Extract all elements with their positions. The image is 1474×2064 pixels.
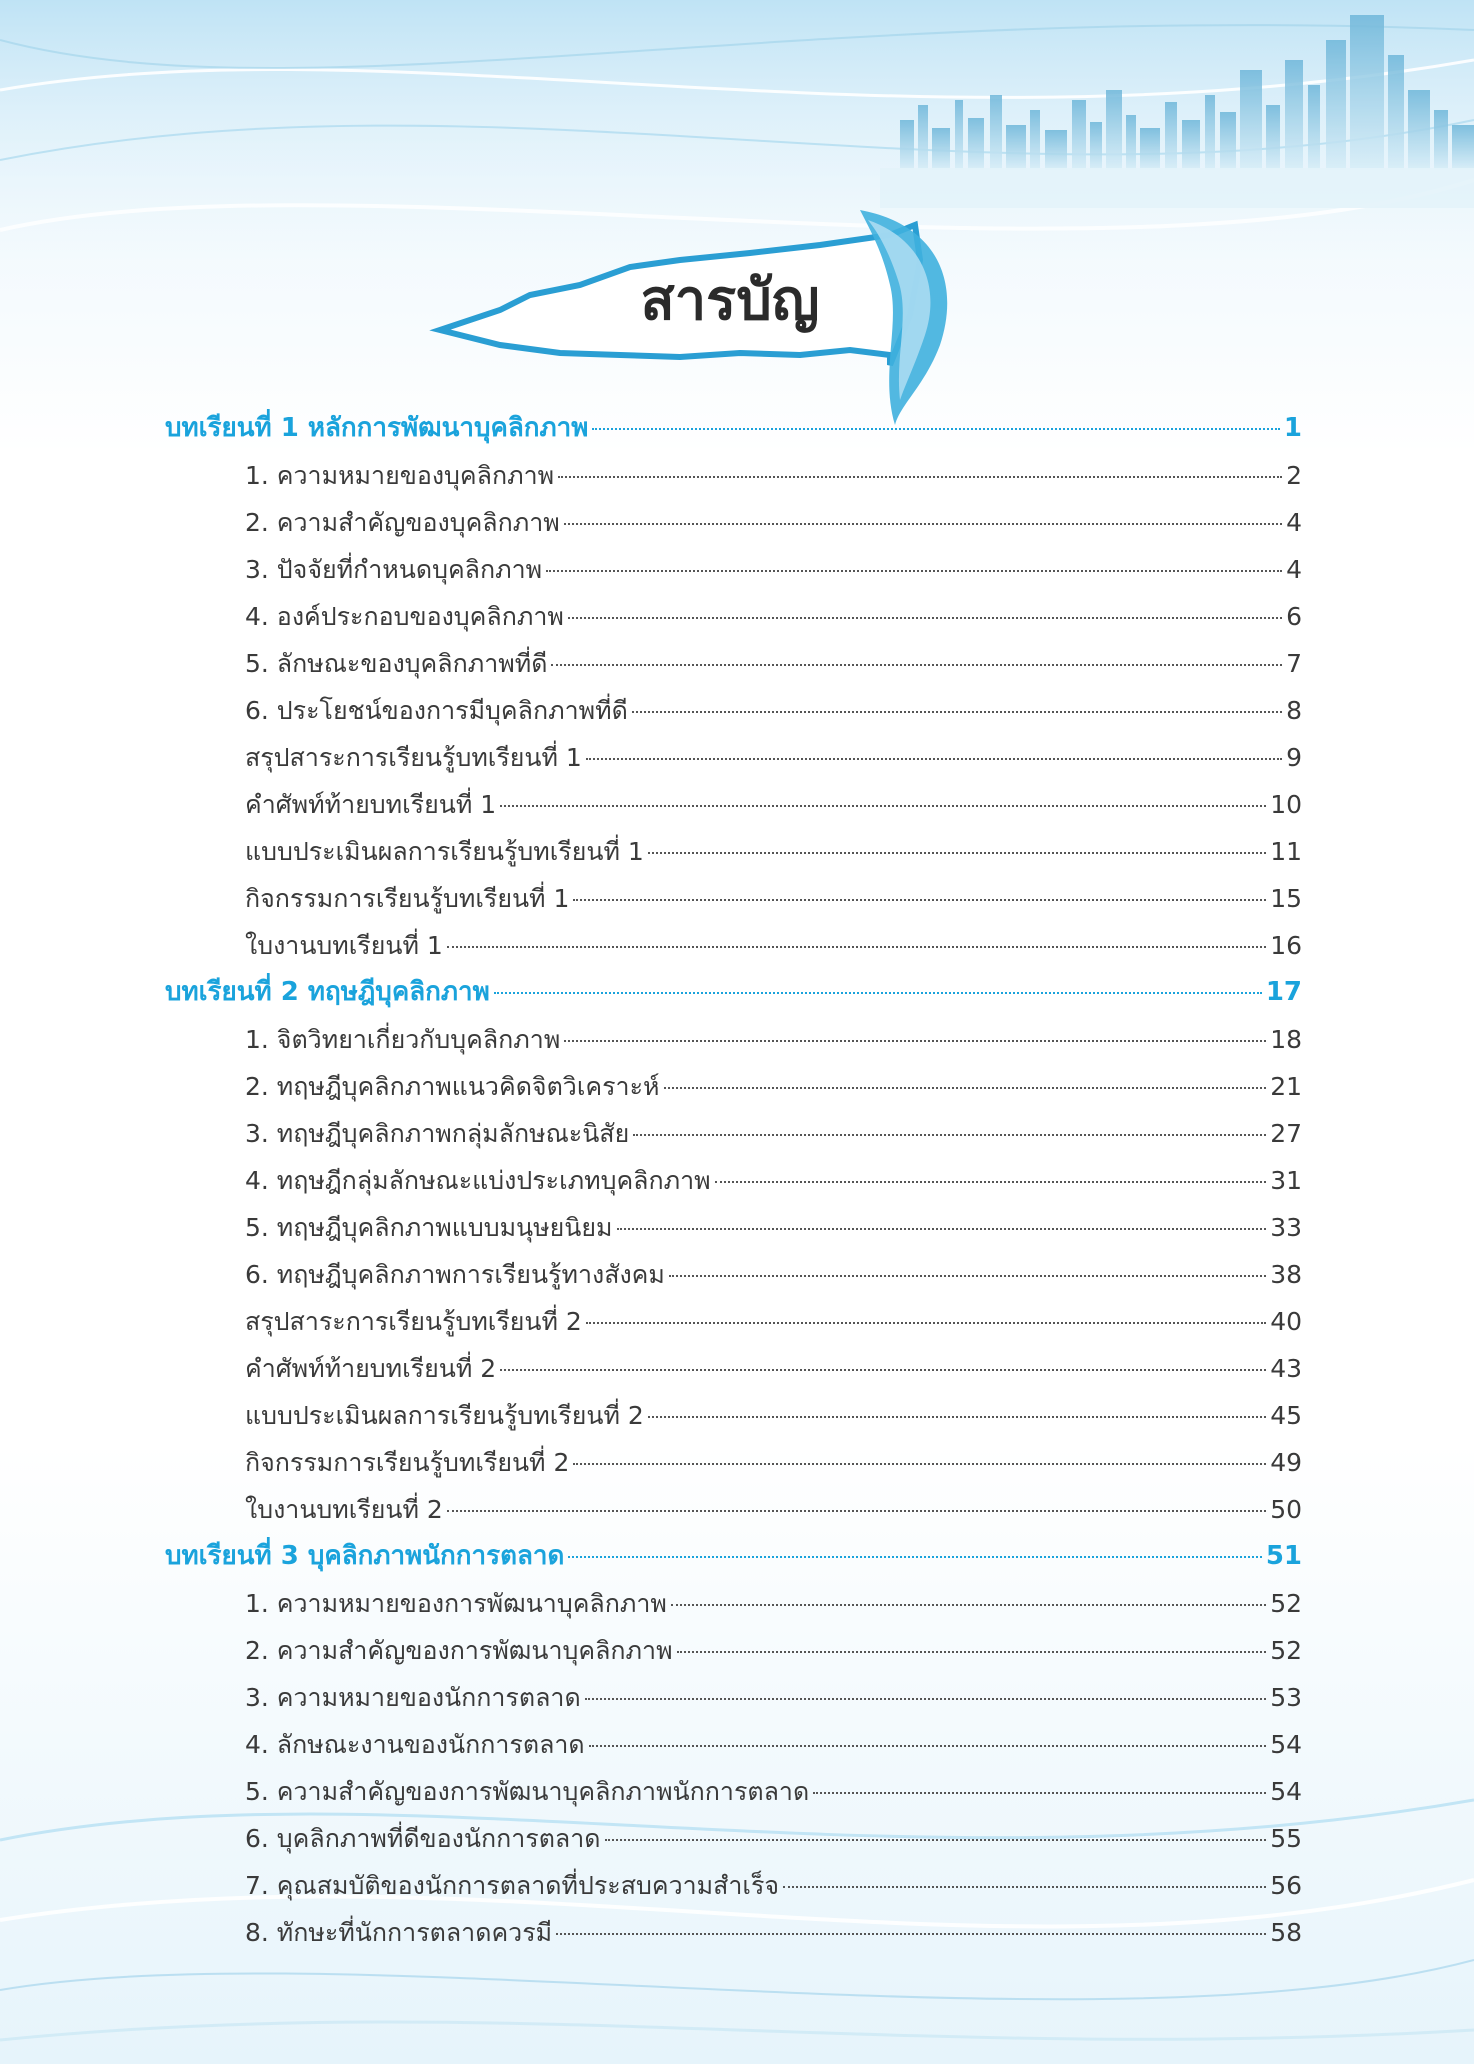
- toc-page-number: 55: [1270, 1824, 1302, 1853]
- toc-entry-label: 3. ความหมายของนักการตลาด: [245, 1683, 581, 1712]
- toc-entry-label: บทเรียนที่ 1 หลักการพัฒนาบุคลิกภาพ: [165, 413, 589, 443]
- toc-dot-leader: [447, 1509, 1266, 1512]
- toc-dot-leader: [573, 898, 1266, 901]
- toc-entry-row: [165, 875, 1302, 922]
- toc-dot-leader: [813, 1791, 1266, 1794]
- toc-dot-leader: [586, 757, 1282, 760]
- toc-entry-row: [165, 1110, 1302, 1157]
- toc-entry-row: [165, 1862, 1302, 1909]
- toc-entry-label: 6. ทฤษฎีบุคลิกภาพการเรียนรู้ทางสังคม: [245, 1260, 665, 1289]
- toc-entry-label: คำศัพท์ท้ายบทเรียนที่ 2: [245, 1354, 497, 1383]
- toc-dot-leader: [677, 1650, 1267, 1653]
- toc-page-number: 4: [1286, 508, 1302, 537]
- toc-entry-row: [165, 687, 1302, 734]
- toc-entry-row: [165, 1768, 1302, 1815]
- toc-entry-label: 5. ลักษณะของบุคลิกภาพที่ดี: [245, 649, 548, 678]
- toc-entry-label: 6. บุคลิกภาพที่ดีของนักการตลาด: [245, 1824, 601, 1853]
- toc-entry-row: [165, 734, 1302, 781]
- toc-dot-leader: [586, 1321, 1266, 1324]
- toc-entry-label: สรุปสาระการเรียนรู้บทเรียนที่ 1: [245, 743, 582, 772]
- toc-entry-label: แบบประเมินผลการเรียนรู้บทเรียนที่ 2: [245, 1401, 644, 1430]
- toc-entry-label: 3. ทฤษฎีบุคลิกภาพกลุ่มลักษณะนิสัย: [245, 1119, 630, 1148]
- toc-page-number: 49: [1270, 1448, 1302, 1477]
- toc-entry-row: [165, 922, 1302, 969]
- toc-dot-leader: [494, 991, 1262, 994]
- toc-entry-row: [165, 1063, 1302, 1110]
- toc-entry-label: 1. จิตวิทยาเกี่ยวกับบุคลิกภาพ: [245, 1025, 561, 1054]
- toc-entry-label: กิจกรรมการเรียนรู้บทเรียนที่ 1: [245, 884, 570, 913]
- toc-entry-row: [165, 1157, 1302, 1204]
- toc-page-number: 33: [1270, 1213, 1302, 1242]
- toc-entry-row: [165, 546, 1302, 593]
- toc-entry-row: [165, 1486, 1302, 1533]
- toc-entry-label: สรุปสาระการเรียนรู้บทเรียนที่ 2: [245, 1307, 582, 1336]
- page-title: สารบัญ: [640, 268, 820, 333]
- toc-entry-label: 6. ประโยชน์ของการมีบุคลิกภาพที่ดี: [245, 696, 628, 725]
- toc-page-number: 40: [1270, 1307, 1302, 1336]
- toc-page-number: 58: [1270, 1918, 1302, 1947]
- toc-dot-leader: [783, 1885, 1266, 1888]
- toc-entry-row: [165, 452, 1302, 499]
- toc-dot-leader: [605, 1838, 1267, 1841]
- toc-dot-leader: [648, 851, 1266, 854]
- toc-entry-label: 5. ทฤษฎีบุคลิกภาพแบบมนุษยนิยม: [245, 1213, 613, 1242]
- toc-page-number: 9: [1286, 743, 1302, 772]
- toc-entry-label: บทเรียนที่ 3 บุคลิกภาพนักการตลาด: [165, 1541, 565, 1571]
- toc-entry-label: ใบงานบทเรียนที่ 1: [245, 931, 443, 960]
- toc-entry-label: แบบประเมินผลการเรียนรู้บทเรียนที่ 1: [245, 837, 644, 866]
- toc-page-number: 56: [1270, 1871, 1302, 1900]
- toc-page-number: 43: [1270, 1354, 1302, 1383]
- toc-dot-leader: [447, 945, 1266, 948]
- toc-dot-leader: [568, 616, 1282, 619]
- toc-entry-label: บทเรียนที่ 2 ทฤษฎีบุคลิกภาพ: [165, 977, 490, 1007]
- toc-chapter-row: [165, 969, 1302, 1016]
- toc-entry-row: [165, 1721, 1302, 1768]
- toc-page-number: 17: [1265, 977, 1302, 1007]
- toc-entry-row: [165, 1909, 1302, 1956]
- toc-dot-leader: [564, 522, 1282, 525]
- toc-page-number: 8: [1286, 696, 1302, 725]
- toc-entry-row: [165, 828, 1302, 875]
- toc-page-number: 54: [1270, 1730, 1302, 1759]
- toc-entry-row: [165, 640, 1302, 687]
- toc-page-number: 54: [1270, 1777, 1302, 1806]
- toc-dot-leader: [633, 1133, 1266, 1136]
- toc-page-number: 52: [1270, 1636, 1302, 1665]
- toc-chapter-row: [165, 405, 1302, 452]
- toc-page-number: 27: [1270, 1119, 1302, 1148]
- toc-dot-leader: [585, 1697, 1266, 1700]
- toc-dot-leader: [556, 1932, 1266, 1935]
- toc-entry-row: [165, 1204, 1302, 1251]
- toc-page-number: 7: [1286, 649, 1302, 678]
- toc-page-number: 45: [1270, 1401, 1302, 1430]
- toc-chapter-row: [165, 1533, 1302, 1580]
- toc-page-number: 11: [1270, 837, 1302, 866]
- toc-page-number: 4: [1286, 555, 1302, 584]
- toc-entry-row: [165, 499, 1302, 546]
- toc-entry-row: [165, 1392, 1302, 1439]
- toc-page-number: 53: [1270, 1683, 1302, 1712]
- toc-entry-row: [165, 1298, 1302, 1345]
- toc-page-number: 10: [1270, 790, 1302, 819]
- toc-entry-row: [165, 593, 1302, 640]
- toc-entry-label: ใบงานบทเรียนที่ 2: [245, 1495, 443, 1524]
- toc-page-number: 31: [1270, 1166, 1302, 1195]
- toc-entry-row: [165, 1627, 1302, 1674]
- toc-page-number: 18: [1270, 1025, 1302, 1054]
- toc-dot-leader: [568, 1555, 1261, 1558]
- toc-entry-label: คำศัพท์ท้ายบทเรียนที่ 1: [245, 790, 497, 819]
- toc-dot-leader: [592, 427, 1280, 430]
- toc-entry-row: [165, 1251, 1302, 1298]
- toc-dot-leader: [632, 710, 1282, 713]
- toc-entry-label: 1. ความหมายของบุคลิกภาพ: [245, 461, 555, 490]
- toc-entry-label: 7. คุณสมบัติของนักการตลาดที่ประสบความสำเร็จ: [245, 1871, 780, 1900]
- toc-entry-label: 2. ทฤษฎีบุคลิกภาพแนวคิดจิตวิเคราะห์: [245, 1072, 660, 1101]
- table-of-contents: [165, 405, 1302, 1956]
- toc-entry-label: 4. องค์ประกอบของบุคลิกภาพ: [245, 602, 564, 631]
- toc-entry-row: [165, 1345, 1302, 1392]
- toc-entry-label: 2. ความสำคัญของการพัฒนาบุคลิกภาพ: [245, 1636, 673, 1665]
- toc-entry-label: 3. ปัจจัยที่กำหนดบุคลิกภาพ: [245, 555, 543, 584]
- toc-entry-row: [165, 1580, 1302, 1627]
- toc-page-number: 2: [1286, 461, 1302, 490]
- toc-page-number: 6: [1286, 602, 1302, 631]
- toc-dot-leader: [664, 1086, 1267, 1089]
- toc-page-number: 15: [1270, 884, 1302, 913]
- toc-entry-label: กิจกรรมการเรียนรู้บทเรียนที่ 2: [245, 1448, 570, 1477]
- toc-entry-row: [165, 1439, 1302, 1486]
- toc-page-number: 52: [1270, 1589, 1302, 1618]
- toc-dot-leader: [500, 1368, 1266, 1371]
- toc-dot-leader: [564, 1039, 1266, 1042]
- toc-page-number: 50: [1270, 1495, 1302, 1524]
- toc-entry-label: 5. ความสำคัญของการพัฒนาบุคลิกภาพนักการตลาด: [245, 1777, 810, 1806]
- toc-entry-label: 8. ทักษะที่นักการตลาดควรมี: [245, 1918, 553, 1947]
- toc-dot-leader: [671, 1603, 1266, 1606]
- toc-page-number: 21: [1270, 1072, 1302, 1101]
- toc-entry-row: [165, 781, 1302, 828]
- toc-page-number: 51: [1265, 1541, 1302, 1571]
- toc-dot-leader: [500, 804, 1266, 807]
- toc-entry-row: [165, 1815, 1302, 1862]
- toc-dot-leader: [558, 475, 1282, 478]
- toc-page-number: 16: [1270, 931, 1302, 960]
- toc-page-number: 1: [1283, 413, 1302, 443]
- toc-dot-leader: [648, 1415, 1266, 1418]
- toc-entry-row: [165, 1016, 1302, 1063]
- toc-entry-label: 4. ลักษณะงานของนักการตลาด: [245, 1730, 585, 1759]
- toc-dot-leader: [573, 1462, 1266, 1465]
- toc-dot-leader: [617, 1227, 1267, 1230]
- toc-dot-leader: [589, 1744, 1267, 1747]
- toc-dot-leader: [669, 1274, 1266, 1277]
- toc-dot-leader: [546, 569, 1282, 572]
- toc-entry-row: [165, 1674, 1302, 1721]
- toc-entry-label: 1. ความหมายของการพัฒนาบุคลิกภาพ: [245, 1589, 667, 1618]
- toc-dot-leader: [715, 1180, 1267, 1183]
- toc-dot-leader: [551, 663, 1282, 666]
- toc-entry-label: 4. ทฤษฎีกลุ่มลักษณะแบ่งประเภทบุคลิกภาพ: [245, 1166, 711, 1195]
- toc-entry-label: 2. ความสำคัญของบุคลิกภาพ: [245, 508, 560, 537]
- toc-page-number: 38: [1270, 1260, 1302, 1289]
